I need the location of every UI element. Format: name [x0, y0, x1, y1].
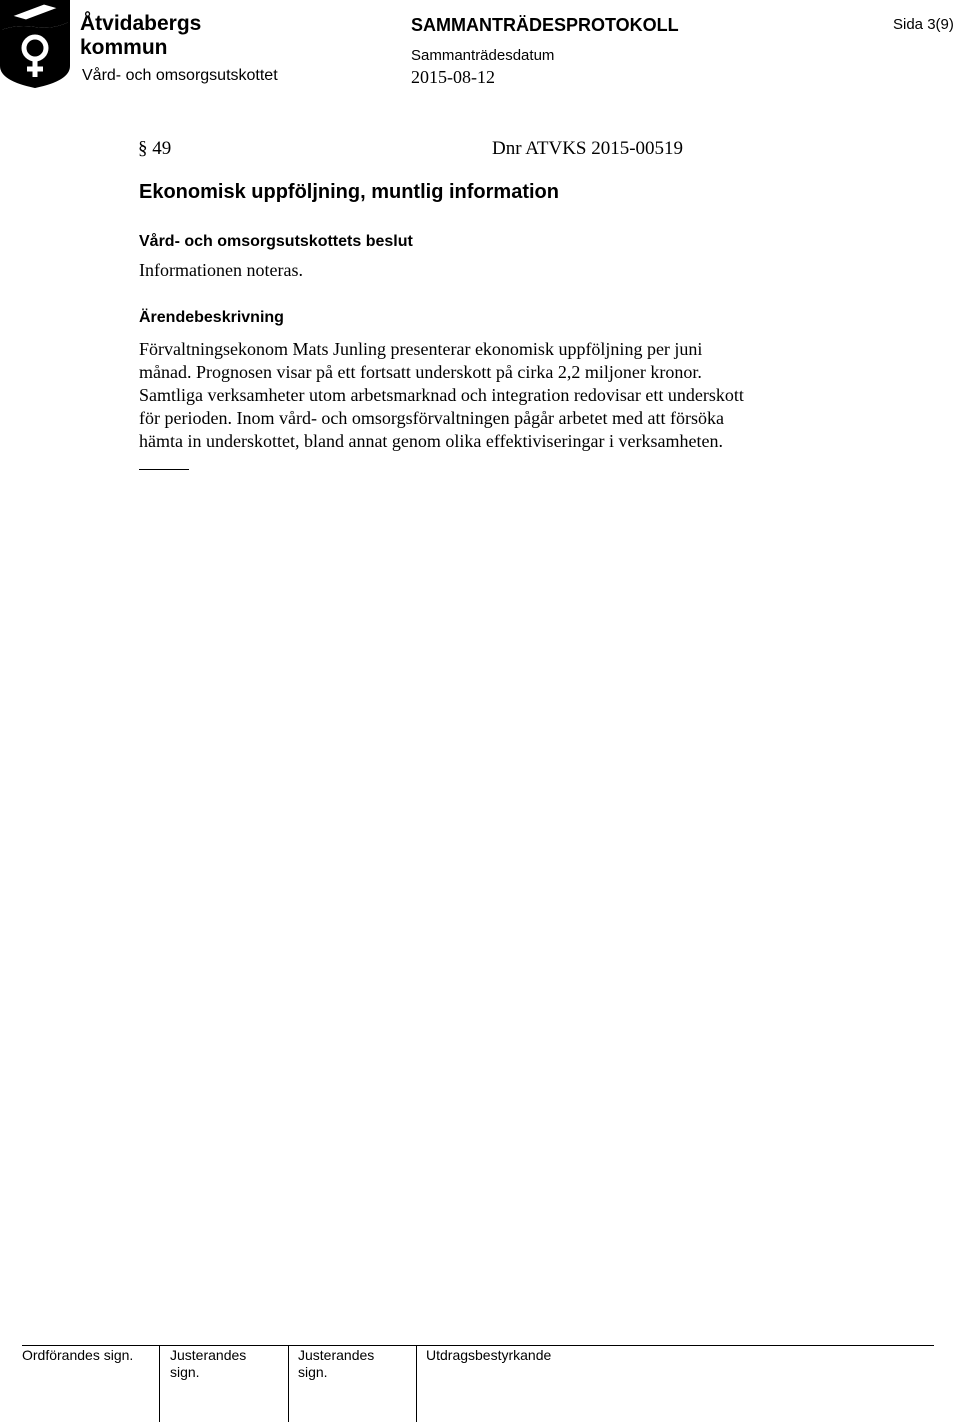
department-name: Vård- och omsorgsutskottet: [82, 67, 278, 84]
footer-column-divider: [159, 1345, 160, 1422]
chair-signature-label-text: Ordförandes sign.: [22, 1347, 134, 1363]
description-line: för perioden. Inom vård- och omsorgsförvaltningen pågår arbetet med att försöka: [139, 408, 724, 428]
description-line: hämta in underskottet, bland annat genom olika effektiviseringar i verksamheten.: [139, 431, 723, 451]
chair-signature-label: [22, 1347, 133, 1364]
page-number: Sida 3(9): [893, 16, 954, 33]
description-line: Förvaltningsekonom Mats Junling presenterar ekonomisk uppföljning per juni: [139, 339, 703, 359]
footer-column-divider: [288, 1345, 289, 1422]
adjuster-signature-label: [170, 1347, 246, 1381]
item-title: Ekonomisk uppföljning, muntlig information: [139, 181, 559, 203]
extract-certifier-label: [426, 1347, 551, 1364]
footer-column-divider: [416, 1345, 417, 1422]
adjuster-signature-label-line2: sign.: [170, 1364, 200, 1380]
section-end-rule: [139, 469, 189, 470]
adjuster-signature-label-line1: Justerandes: [170, 1347, 247, 1363]
organization-name: [80, 12, 201, 60]
meeting-date-value: 2015-08-12: [411, 67, 495, 87]
meeting-date-label: Sammanträdesdatum: [411, 47, 555, 64]
description-line: Samtliga verksamheter utom arbetsmarknad och integration redovisar ett underskott: [139, 385, 744, 405]
extract-certifier-label-text: Utdragsbestyrkande: [426, 1347, 552, 1363]
organization-name-line2: kommun: [80, 36, 168, 59]
description-body: [139, 338, 939, 453]
organization-name-line1: Åtvidabergs: [80, 12, 202, 35]
decision-heading: Vård- och omsorgsutskottets beslut: [139, 233, 413, 250]
diary-number: Dnr ATVKS 2015-00519: [492, 138, 684, 159]
adjuster-signature-label-line1: Justerandes: [298, 1347, 375, 1363]
paragraph-number: § 49: [138, 138, 172, 159]
document-type: SAMMANTRÄDESPROTOKOLL: [411, 15, 679, 35]
coat-of-arms-icon: [0, 0, 70, 88]
description-heading: Ärendebeskrivning: [139, 309, 284, 326]
adjuster-signature-label: [298, 1347, 374, 1381]
decision-text: Informationen noteras.: [139, 260, 303, 280]
adjuster-signature-label-line2: sign.: [298, 1364, 328, 1380]
description-line: månad. Prognosen visar på ett fortsatt underskott på cirka 2,2 miljoner kronor.: [139, 362, 702, 382]
